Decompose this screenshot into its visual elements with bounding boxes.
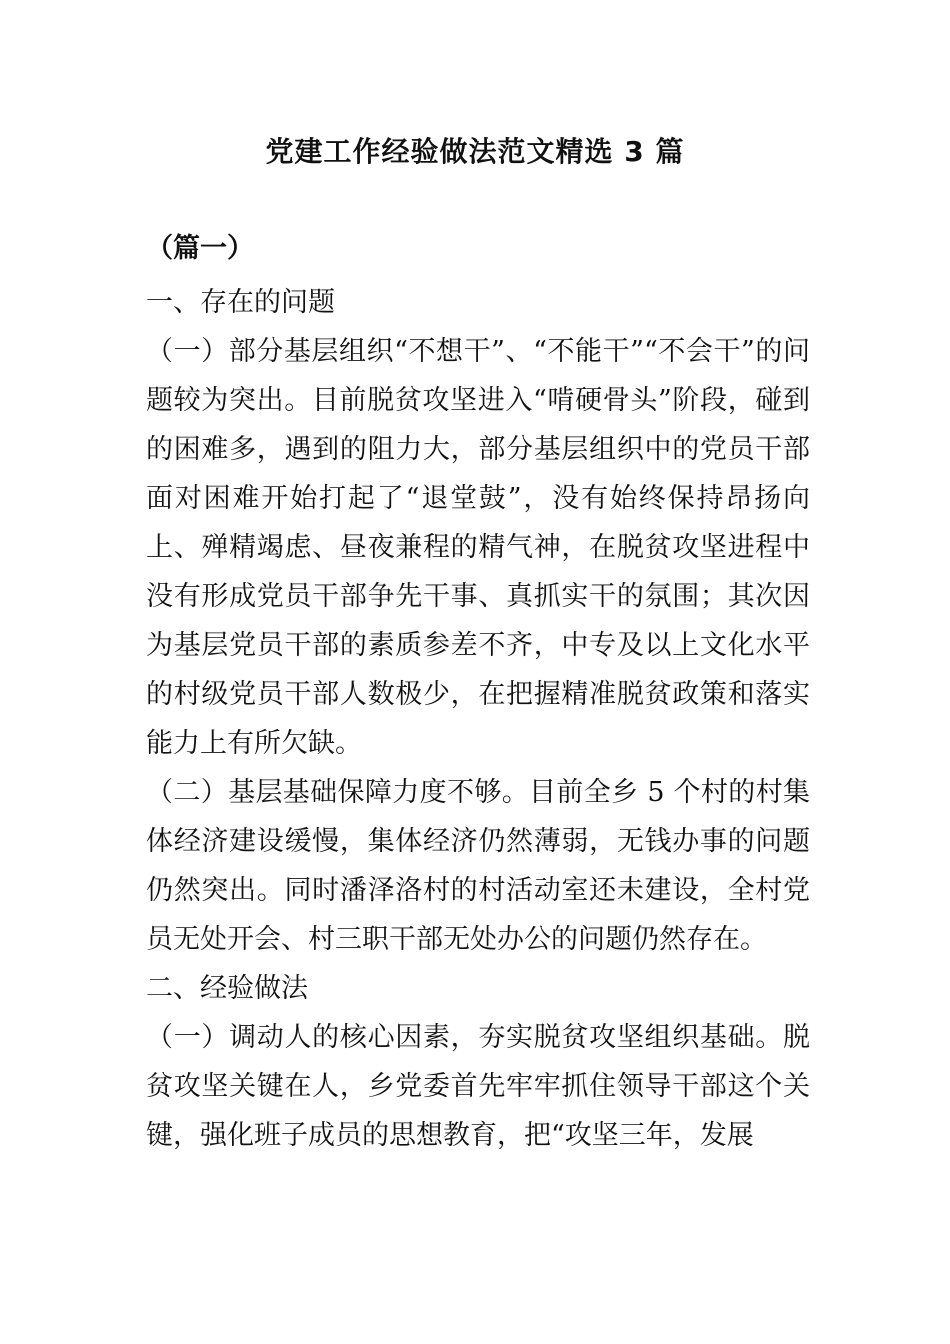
paragraph-practice-1: （一）调动人的核心因素，夯实脱贫攻坚组织基础。脱贫攻坚关键在人，乡党委首先牢牢抓住领导干部这个关键，强化班子成员的思想教育，把“攻坚三年，发展 [146,1022,810,1151]
section-label: （篇一） [146,233,254,264]
heading-problems: 一、存在的问题 [146,287,335,318]
document-title: 党建工作经验做法范文精选 3 篇 [265,135,685,168]
paragraph-problem-2: （二）基层基础保障力度不够。目前全乡 5 个村的村集体经济建设缓慢，集体经济仍然薄弱，无钱办事的问题仍然突出。同时潘泽洛村的村活动室还未建设，全村党员无处开会、村三职干部无处办公的问题仍然存在。 [146,777,810,955]
heading-practices: 二、经验做法 [146,973,308,1004]
paragraph-problem-1: （一）部分基层组织“不想干”、“不能干”“不会干”的问题较为突出。目前脱贫攻坚进入“啃硬骨头”阶段，碰到的困难多，遇到的阻力大，部分基层组织中的党员干部面对困难开始打起了“退堂鼓”，没有始终保持昂扬向上、殚精竭虑、昼夜兼程的精气神，在脱贫攻坚进程中没有形成党员干部争先干事、真抓实干的氛围；其次因为基层党员干部的素质参差不齐，中专及以上文化水平的村级党员干部人数极少，在把握精准脱贫政策和落实能力上有所欠缺。 [146,336,810,759]
document-body [146,224,810,1160]
